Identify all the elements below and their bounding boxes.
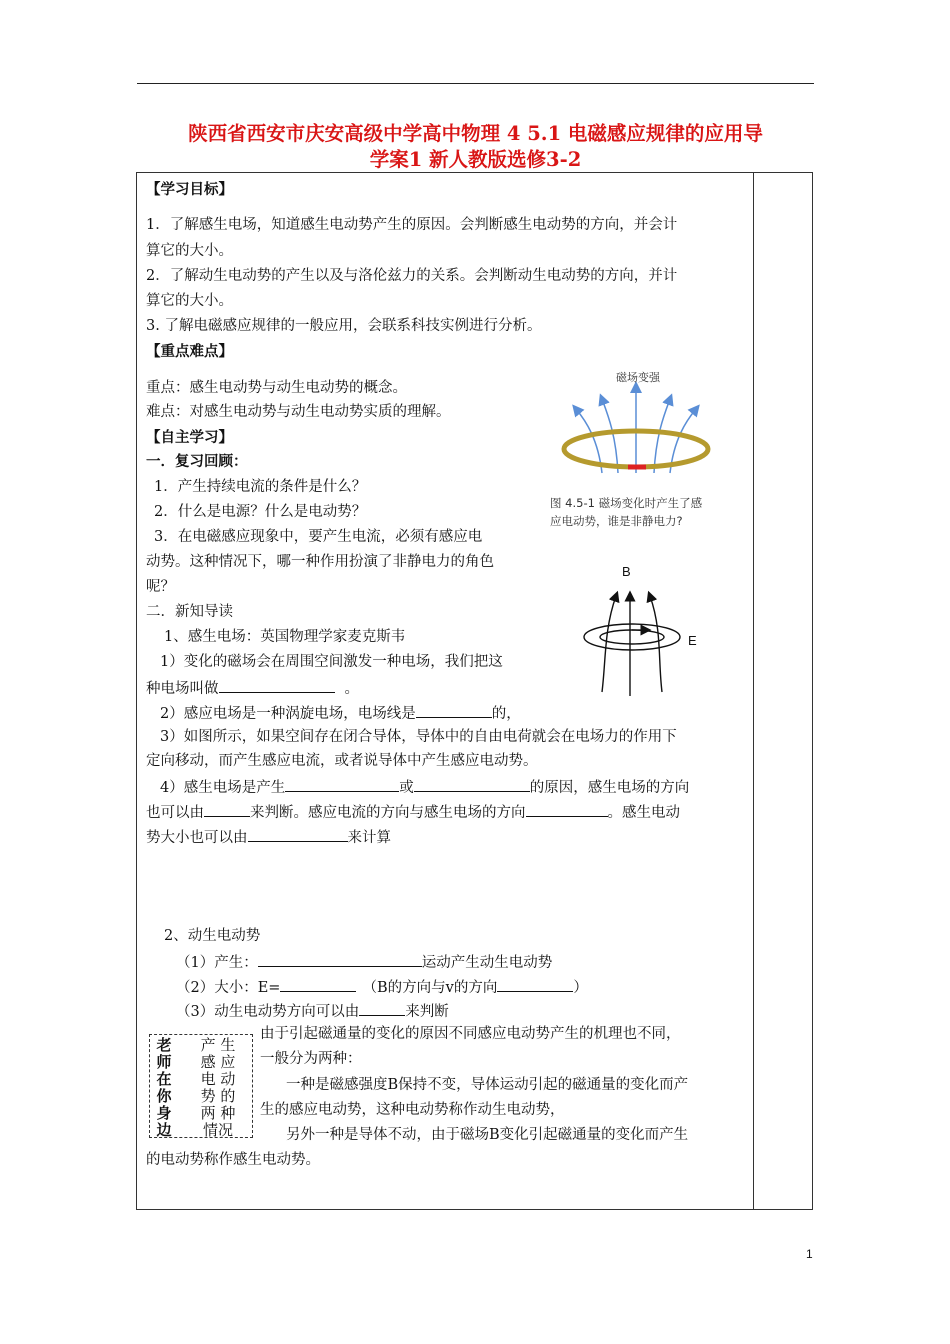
s1-p1-line-a: 1）变化的磁场会在周围空间激发一种电场，我们把这 — [160, 654, 503, 670]
page-number: 1 — [806, 1247, 813, 1261]
review-q3-line-b: 动势。这种情况下，哪一种作用扮演了非静电力的角色 — [146, 554, 494, 570]
b-line-left — [602, 596, 616, 692]
teacher-char: 你 — [156, 1087, 172, 1105]
blank-field-cause-1[interactable] — [285, 776, 399, 792]
figure-2 — [576, 560, 716, 700]
goal-3: 3. 了解电磁感应规律的一般应用，会联系科技实例进行分析。 — [146, 318, 542, 334]
blank-field-bv-relation[interactable] — [497, 976, 573, 992]
explanation-line-4: 生的感应电动势，这种电动势称作动生电动势， — [260, 1102, 565, 1118]
teacher-note-line: 两 种 — [200, 1104, 236, 1122]
teacher-note-line: 产 生 — [200, 1036, 236, 1054]
e-field-loop-inner — [600, 630, 664, 644]
review-q2: 2．什么是电源？什么是电动势？ — [154, 504, 367, 520]
s2-item-1-label: （1）产生： — [176, 955, 258, 971]
review-q3-line-c: 呢？ — [146, 579, 175, 595]
s1-p4-line-a — [160, 776, 689, 798]
section-1-title: 1、感生电场：英国物理学家麦克斯韦 — [164, 629, 406, 645]
teacher-char: 师 — [156, 1053, 172, 1071]
s2-item-2-end: ） — [573, 980, 588, 996]
self-study-heading: 【自主学习】 — [146, 429, 233, 446]
review-heading: 一．复习回顾： — [146, 453, 248, 470]
figure-2-drawing — [576, 560, 716, 700]
review-q1: 1．产生持续电流的条件是什么？ — [154, 479, 367, 495]
goals-heading: 【学习目标】 — [146, 181, 233, 198]
s1-p1-text: 种电场叫做 — [146, 681, 219, 697]
s1-p4-text-d: 来判断。感应电流的方向与感生电场的方向 — [250, 805, 526, 821]
s2-item-3 — [176, 1000, 449, 1022]
figure-2-label-e: E — [688, 633, 697, 648]
s1-p1-line-b — [146, 677, 359, 699]
explanation-line-6: 的电动势称作感生电动势。 — [146, 1152, 320, 1168]
blank-field-motion[interactable] — [258, 951, 422, 967]
figure-1-caption-line-b: 应电动势，谁是非静电力? — [550, 514, 683, 528]
document-title-line2: 学案1 新人教版选修3-2 — [369, 148, 582, 171]
s1-p4-text-f: 势大小也可以由 — [146, 830, 248, 846]
s2-item-3-text-b: 来判断 — [405, 1004, 449, 1020]
figure-2-label-b: B — [622, 564, 631, 579]
s1-p4-line-c — [146, 826, 391, 848]
s1-p4-text-c: 也可以由 — [146, 805, 204, 821]
key-focus: 重点：感生电动势与动生电动势的概念。 — [146, 380, 407, 396]
s2-item-1 — [176, 951, 552, 973]
s1-p4-text-e: 。感生电动 — [607, 805, 680, 821]
teacher-note-line: 情况 — [202, 1121, 233, 1139]
s1-p4-text-a: 4）感生电场是产生 — [160, 780, 286, 796]
explanation-line-2: 一般分为两种： — [260, 1051, 362, 1067]
field-line-left-inner — [602, 399, 618, 473]
figure-1-top-label: 磁场变强 — [616, 371, 660, 384]
blank-field-rule[interactable] — [204, 801, 250, 817]
field-line-right-inner — [654, 399, 670, 473]
s1-p3-line-b: 定向移动，而产生感应电流，或者说导体中产生感应电动势。 — [146, 753, 538, 769]
teacher-char: 老 — [156, 1036, 172, 1054]
key-heading: 【重点难点】 — [146, 343, 233, 360]
s2-item-3-text-a: （3）动生电动势方向可以由 — [176, 1004, 360, 1020]
s1-p2-end: 的， — [491, 706, 521, 722]
explanation-line-3: 一种是磁感强度B保持不变，导体运动引起的磁通量的变化而产 — [286, 1077, 689, 1093]
review-q3-line-a: 3．在电磁感应现象中，要产生电流，必须有感应电 — [154, 529, 483, 545]
teacher-char: 在 — [156, 1070, 172, 1088]
goal-2-line-b: 算它的大小。 — [146, 293, 233, 309]
e-field-loop-outer — [584, 624, 680, 650]
blank-field-formula[interactable] — [248, 826, 348, 842]
new-knowledge-heading: 二．新知导读 — [146, 604, 233, 620]
teacher-char: 边 — [156, 1121, 172, 1139]
s2-item-2-text: （B的方向与v的方向 — [362, 980, 498, 996]
teacher-note-title — [153, 1037, 175, 1139]
section-2-title: 2、动生电动势 — [164, 928, 261, 944]
blank-field-direction[interactable] — [526, 801, 608, 817]
goal-1-line-a: 1．了解感生电场，知道感生电动势产生的原因。会判断感生电动势的方向，并会计 — [146, 217, 678, 233]
teacher-note-body — [195, 1037, 241, 1139]
s1-p4-text-g: 来计算 — [347, 830, 391, 846]
header-rule — [137, 83, 814, 84]
explanation-line-5: 另外一种是导体不动，由于磁场B变化引起磁通量的变化而产生 — [286, 1127, 689, 1143]
s1-p4-text-b: 的原因，感生电场的方向 — [529, 780, 690, 796]
figure-1 — [546, 355, 726, 539]
goal-2-line-a: 2．了解动生电动势的产生以及与洛伦兹力的关系。会判断动生电动势的方向，并计 — [146, 268, 678, 284]
s2-item-2-label: （2）大小：E= — [176, 980, 281, 996]
teacher-note-line: 电 动 — [200, 1070, 236, 1088]
s2-item-1-text: 运动产生动生电动势 — [421, 955, 553, 971]
s2-item-2 — [176, 976, 588, 998]
table-column-divider — [753, 172, 754, 1210]
b-line-right — [650, 596, 662, 692]
blank-field-name[interactable] — [219, 677, 335, 693]
teacher-char: 身 — [156, 1104, 172, 1122]
blank-field-line-shape[interactable] — [416, 702, 492, 718]
explanation-line-1: 由于引起磁通量的变化的原因不同感应电动势产生的机理也不同， — [260, 1026, 681, 1042]
blank-field-rule-2[interactable] — [359, 1000, 405, 1016]
s1-p1-end: 。 — [344, 681, 359, 697]
blank-field-cause-2[interactable] — [414, 776, 530, 792]
s1-p3-line-a: 3）如图所示，如果空间存在闭合导体，导体中的自由电荷就会在电场力的作用下 — [160, 729, 677, 745]
teacher-note-line: 感 应 — [200, 1053, 236, 1071]
figure-1-caption-line-a: 图 4.5-1 磁场变化时产生了感 — [550, 496, 703, 510]
s1-p4-or: 或 — [399, 780, 414, 796]
goal-1-line-b: 算它的大小。 — [146, 243, 233, 259]
s1-p2 — [160, 702, 521, 724]
document-title-line1: 陕西省西安市庆安高级中学高中物理 4 5.1 电磁感应规律的应用导 — [188, 122, 763, 145]
teacher-note-line: 势 的 — [200, 1087, 236, 1105]
key-difficulty: 难点：对感生电动势与动生电动势实质的理解。 — [146, 404, 451, 420]
s1-p4-line-b — [146, 801, 680, 823]
s1-p2-text: 2）感应电场是一种涡旋电场，电场线是 — [160, 706, 416, 722]
blank-field-emf[interactable] — [280, 976, 356, 992]
